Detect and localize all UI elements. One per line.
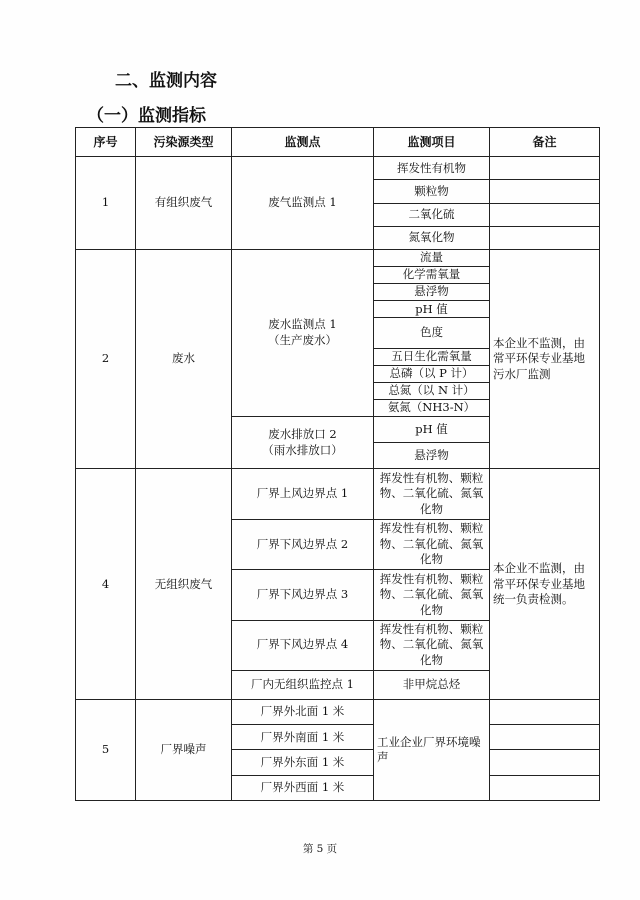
section-heading: 二、监测内容: [115, 71, 217, 91]
group5-no: 5: [76, 700, 136, 801]
table-row: [76, 157, 600, 180]
group1-item: 氮氧化物: [374, 226, 490, 249]
group4-point: 厂界下风边界点 4: [232, 620, 374, 670]
group4-note: 本企业不监测，由常平环保专业基地统一负责检测。: [490, 469, 600, 700]
group2-item: 悬浮物: [374, 443, 490, 469]
note-cell: [490, 203, 600, 226]
group4-item: 挥发性有机物、颗粒物、二氧化硫、氮氧化物: [374, 570, 490, 620]
group2-note: 本企业不监测，由常平环保专业基地污水厂监测: [490, 249, 600, 469]
table-header-row: [76, 128, 600, 157]
note-cell: [490, 180, 600, 203]
group2-type: 废水: [136, 249, 232, 469]
group4-item: 非甲烷总烃: [374, 670, 490, 699]
group1-item: 颗粒物: [374, 180, 490, 203]
group2-item: 总氮（以 N 计）: [374, 382, 490, 399]
group4-item: 挥发性有机物、颗粒物、二氧化硫、氮氧化物: [374, 620, 490, 670]
table-row: [76, 249, 600, 266]
page-number: 第 5 页: [302, 843, 338, 855]
note-cell: [490, 226, 600, 249]
group2-item: 氨氮（NH3-N）: [374, 399, 490, 416]
group4-point: 厂界上风边界点 1: [232, 469, 374, 519]
group4-point: 厂内无组织监控点 1: [232, 670, 374, 699]
group2-point2: 废水排放口 2 （雨水排放口）: [232, 417, 374, 469]
group4-point: 厂界下风边界点 2: [232, 519, 374, 569]
group1-item: 二氧化硫: [374, 203, 490, 226]
header-item: 监测项目: [374, 128, 490, 157]
group2-item: 五日生化需氧量: [374, 348, 490, 365]
group2-point1: 废水监测点 1 （生产废水）: [232, 249, 374, 416]
group5-point: 厂界外东面 1 米: [232, 750, 374, 775]
group1-type: 有组织废气: [136, 157, 232, 250]
header-point: 监测点: [232, 128, 374, 157]
header-note: 备注: [490, 128, 600, 157]
group5-point: 厂界外西面 1 米: [232, 775, 374, 800]
group5-type: 厂界噪声: [136, 700, 232, 801]
group2-item: pH 值: [374, 417, 490, 443]
group2-item: pH 值: [374, 301, 490, 318]
group5-point: 厂界外北面 1 米: [232, 700, 374, 725]
group1-item: 挥发性有机物: [374, 157, 490, 180]
group4-item: 挥发性有机物、颗粒物、二氧化硫、氮氧化物: [374, 469, 490, 519]
group5-point: 厂界外南面 1 米: [232, 725, 374, 750]
group1-point: 废气监测点 1: [232, 157, 374, 250]
note-cell: [490, 700, 600, 725]
note-cell: [490, 775, 600, 800]
group1-no: 1: [76, 157, 136, 250]
monitoring-table: [75, 127, 600, 801]
header-type: 污染源类型: [136, 128, 232, 157]
group4-point: 厂界下风边界点 3: [232, 570, 374, 620]
group2-item: 色度: [374, 318, 490, 348]
group2-item: 化学需氧量: [374, 267, 490, 284]
table-row: [76, 700, 600, 725]
group4-item: 挥发性有机物、颗粒物、二氧化硫、氮氧化物: [374, 519, 490, 569]
group2-item: 总磷（以 P 计）: [374, 365, 490, 382]
table-row: [76, 469, 600, 519]
group2-no: 2: [76, 249, 136, 469]
header-no: 序号: [76, 128, 136, 157]
group4-no: 4: [76, 469, 136, 700]
note-cell: [490, 750, 600, 775]
group4-type: 无组织废气: [136, 469, 232, 700]
group2-item: 流量: [374, 249, 490, 266]
note-cell: [490, 725, 600, 750]
group2-item: 悬浮物: [374, 284, 490, 301]
note-cell: [490, 157, 600, 180]
group5-item: 工业企业厂界环境噪声: [374, 700, 490, 801]
subsection-heading: （一）监测指标: [87, 106, 206, 126]
